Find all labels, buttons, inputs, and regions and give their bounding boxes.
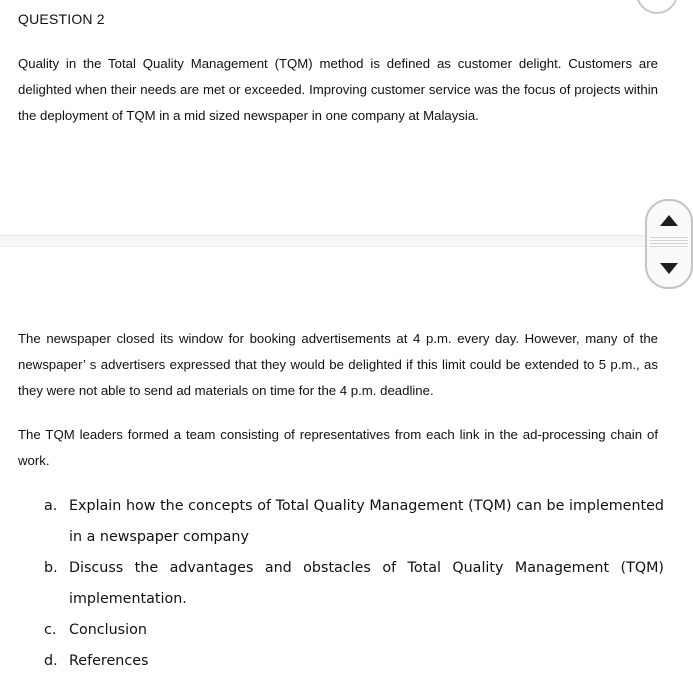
task-text: References (69, 653, 149, 669)
top-circle-button[interactable] (636, 0, 678, 14)
task-marker: a. (44, 498, 58, 514)
scroll-down-button[interactable] (647, 253, 691, 283)
task-marker: b. (44, 560, 58, 576)
task-item-b (44, 553, 664, 615)
task-text: Discuss the advantages and obstacles of Total Quality Management (TQM) implementation. (69, 560, 664, 607)
task-item-c (44, 615, 664, 646)
task-text: Explain how the concepts of Total Quality Management (TQM) can be implemented in a newspaper company (69, 498, 664, 545)
task-marker: c. (44, 622, 57, 638)
question-intro: Quality in the Total Quality Management (TQM) method is defined as customer delight. Customers are delighted when their needs are met or exceeded. Improving customer service was the focus of projects within the deployment of TQM in a mid sized newspaper in one company at Malaysia. (18, 56, 658, 123)
section-divider (0, 235, 693, 247)
page-scroller[interactable] (645, 199, 693, 289)
task-text: Conclusion (69, 622, 147, 638)
triangle-down-icon (660, 263, 678, 274)
question-title: QUESTION 2 (18, 11, 105, 27)
task-item-a (44, 491, 664, 553)
triangle-up-icon (660, 215, 678, 226)
task-marker: d. (44, 653, 58, 669)
scroll-up-button[interactable] (647, 205, 691, 235)
case-paragraph-2: The TQM leaders formed a team consisting of representatives from each link in the ad-processing chain of work. (18, 427, 658, 468)
case-paragraph-1: The newspaper closed its window for booking advertisements at 4 p.m. every day. However, many of the newspaper’ s advertisers expressed that they would be delighted if this limit could be extended to 5 p.m., as they were not able to send ad materials on time for the 4 p.m. deadline. (18, 331, 658, 398)
task-list (44, 491, 664, 677)
task-item-d (44, 646, 664, 677)
scroller-grip[interactable] (650, 237, 688, 249)
